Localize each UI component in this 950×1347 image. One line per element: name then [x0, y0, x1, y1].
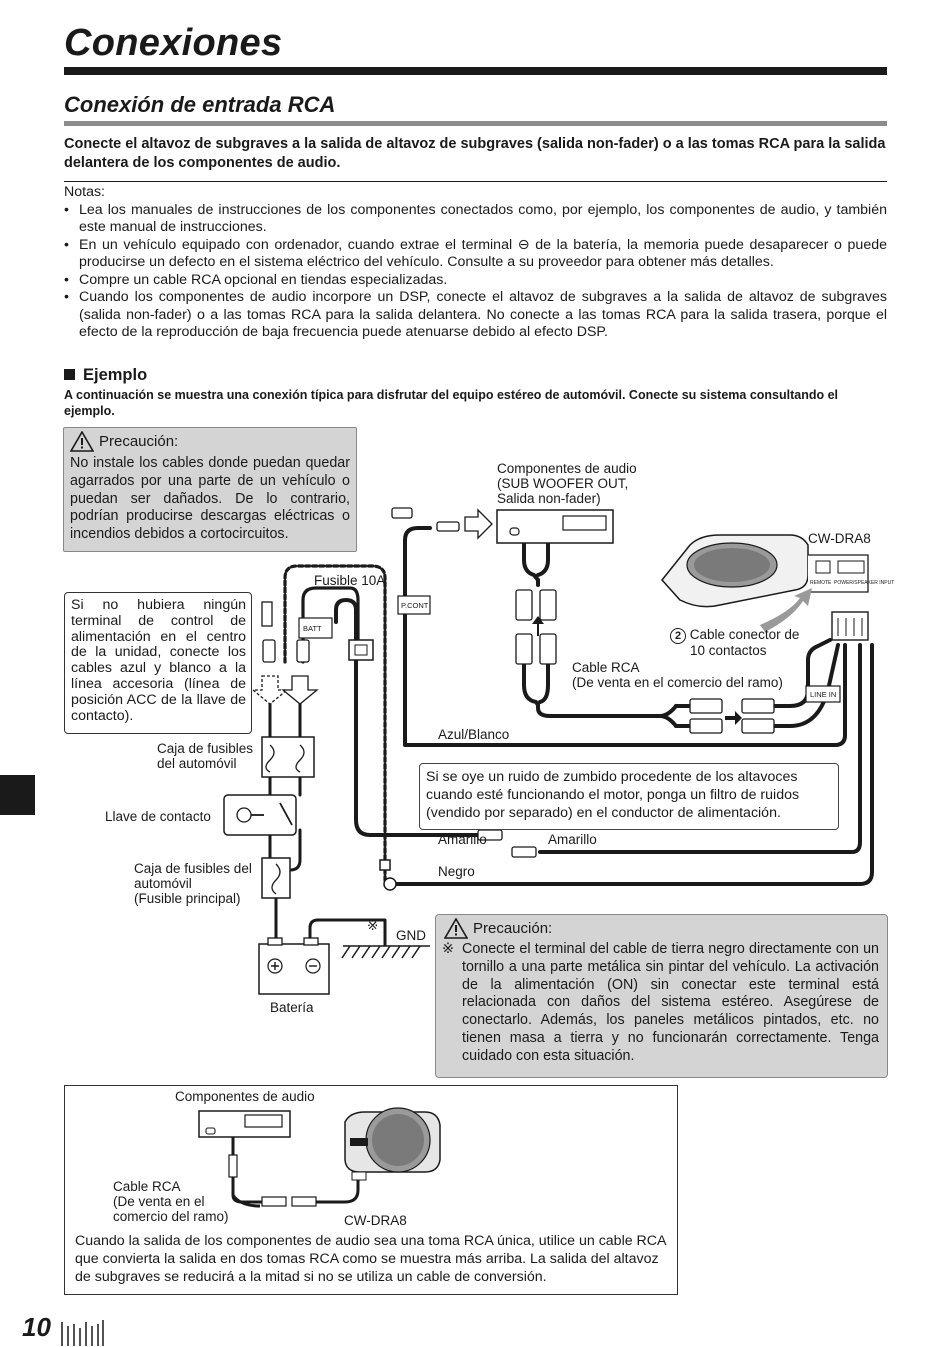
fusebox2-label-1: Caja de fusibles del	[134, 861, 252, 876]
caution-text: No instale los cables donde puedan quedar agarrados por una parte de un vehículo o puedan ser dañados. De lo contrario, podrían producirse descargas eléctricas o incendios debidos a cortocircuitos.	[70, 455, 350, 543]
intro-paragraph: Conecte el altavoz de subgraves a la salida de altavoz de subgraves (salida non-fader) o a las tomas RCA para la salida delantera de los componentes de audio.	[64, 136, 886, 171]
fuse-label: Fusible 10A	[314, 573, 386, 588]
rca-label-2: (De venta en el comercio del ramo)	[572, 675, 783, 690]
number-2-icon: 2	[670, 628, 686, 644]
caution-box-ground	[435, 914, 888, 1078]
caution-ground-text: Conecte el terminal del cable de tierra negro directamente con un tornillo a una parte metálica sin pintar del vehículo. La activación de la alimentación (ON) sin conectar este terminal está relacionada con daños del sistema estéreo. Asegúrese de conectarlo. Además, los paneles metálicos pintados, etc. no tienen masa a tierra y no funcionarán correctamente. Tenga cuidado con esta situación.	[462, 941, 879, 1064]
fusebox2-label-2: automóvil	[134, 876, 192, 891]
notes-label: Notas:	[64, 184, 106, 200]
pcont-wire	[405, 528, 430, 590]
note-item: • Lea los manuales de instrucciones de los componentes conectados como, por ejemplo, los componentes de audio, y también este manual de instrucciones.	[64, 202, 887, 237]
fusebox2-label-3: (Fusible principal)	[134, 891, 241, 906]
ten-pin-connector	[832, 612, 868, 640]
fuse-holder	[349, 640, 373, 660]
noise-filter-note	[419, 763, 839, 830]
linein-tag: LINE IN	[810, 690, 837, 699]
note-item: • En un vehículo equipado con ordenador, cuando extrae el terminal ⊖ de la batería, la memoria puede desaparecer o puede producirse un defecto en el sistema eléctrico del vehículo. Consulte a su proveedor para obtener más detalles.	[64, 237, 887, 272]
caution-mark: ※	[442, 941, 454, 957]
section-title: Conexión de entrada RCA	[64, 92, 336, 117]
caution-heading-text: Precaución:	[99, 433, 179, 450]
rca-label-1: Cable RCA	[572, 660, 640, 675]
rca-wire-a	[524, 538, 538, 580]
audio-label-1: Componentes de audio	[497, 461, 637, 476]
warning-triangle-icon	[444, 918, 468, 939]
rca-wire-b	[524, 665, 538, 705]
page-mark-icon	[62, 1320, 103, 1346]
yellow-label-a: Amarillo	[438, 832, 487, 847]
remote-tag: REMOTE	[810, 580, 832, 586]
yellow-label-b: Amarillo	[548, 832, 597, 847]
connector-label	[670, 627, 799, 644]
audio-unit-top	[497, 510, 613, 543]
page-number: 10	[22, 1312, 51, 1342]
bottom-cw-dra8-label: CW-DRA8	[344, 1213, 407, 1228]
note-item: • Compre un cable RCA opcional en tiendas especializadas.	[64, 272, 887, 290]
gnd-mark: ※	[367, 918, 379, 933]
connector-label-line1: Cable conector de	[689, 627, 800, 642]
car-fusebox-1	[262, 737, 314, 777]
fusebox1-label-1: Caja de fusibles	[157, 741, 254, 756]
arrow-right-icon	[465, 510, 492, 538]
fusebox1-label-2: del automóvil	[157, 756, 237, 771]
bottom-audio-label: Componentes de audio	[175, 1089, 315, 1104]
bottom-note-text: Cuando la salida de los componentes de audio sea una toma RCA única, utilice un cable RCA que convierta la salida en dos tomas RCA como se muestra más arriba. La salida del altavoz de subgraves se reducirá a la mitad si no se utiliza un cable de conversión.	[75, 1233, 666, 1285]
note-item: • Cuando los componentes de audio incorpore un DSP, conecte el altavoz de subgraves a la salida de altavoz de subgraves (salida non-fader) o a las tomas RCA para la salida delantera. No conecte a las tomas RCA para la salida trasera, porque el efecto de la reproducción de baja frecuencia puede atenuarse debido al efecto DSP.	[64, 289, 887, 342]
cw-dra8-label: CW-DRA8	[808, 531, 871, 546]
blue-white-label: Azul/Blanco	[438, 727, 510, 742]
bottom-rca-label-2: (De venta en el	[113, 1194, 205, 1209]
audio-label-2: (SUB WOOFER OUT,	[497, 476, 629, 491]
ignition-label: Llave de contacto	[105, 809, 211, 824]
caution-text	[436, 939, 887, 1066]
black-label: Negro	[438, 864, 475, 879]
bottom-rca-label-1: Cable RCA	[113, 1179, 181, 1194]
page-title: Conexiones	[64, 22, 283, 64]
batt-tag: BATT	[303, 624, 322, 633]
acc-line-note-text: Si no hubiera ningún terminal de control de alimentación en el centro de la unidad, conecte los cables azul y blanco a la línea accesoria (línea de posición ACC de la llave de contacto).	[71, 597, 246, 724]
caution-heading-text: Precaución:	[473, 920, 553, 937]
section-tab	[0, 775, 35, 815]
connector-label-line2: 10 contactos	[690, 643, 767, 658]
caution-heading	[436, 915, 887, 939]
battery-label: Batería	[270, 1000, 314, 1015]
battery-icon	[259, 938, 329, 994]
example-text: A continuación se muestra una conexión típica para disfrutar del equipo estéreo de automóvil. Conecte su sistema consultando el ejemplo.	[64, 388, 839, 418]
car-fusebox-main	[262, 858, 290, 898]
pcont-tag: P.CONT	[401, 601, 429, 610]
example-heading-text: Ejemplo	[83, 366, 148, 384]
ignition-key	[224, 795, 296, 835]
noise-filter-text: Si se oye un ruido de zumbido procedente de los altavoces cuando esté funcionando el motor, ponga un filtro de ruidos (vendido por separado) en el conductor de alimentación.	[426, 769, 800, 821]
bottom-rca-label-3: comercio del ramo)	[113, 1209, 229, 1224]
gnd-label: GND	[396, 928, 426, 943]
audio-label-3: Salida non-fader)	[497, 491, 601, 506]
power-tag: POWER/SPEAKER INPUT	[834, 580, 895, 586]
